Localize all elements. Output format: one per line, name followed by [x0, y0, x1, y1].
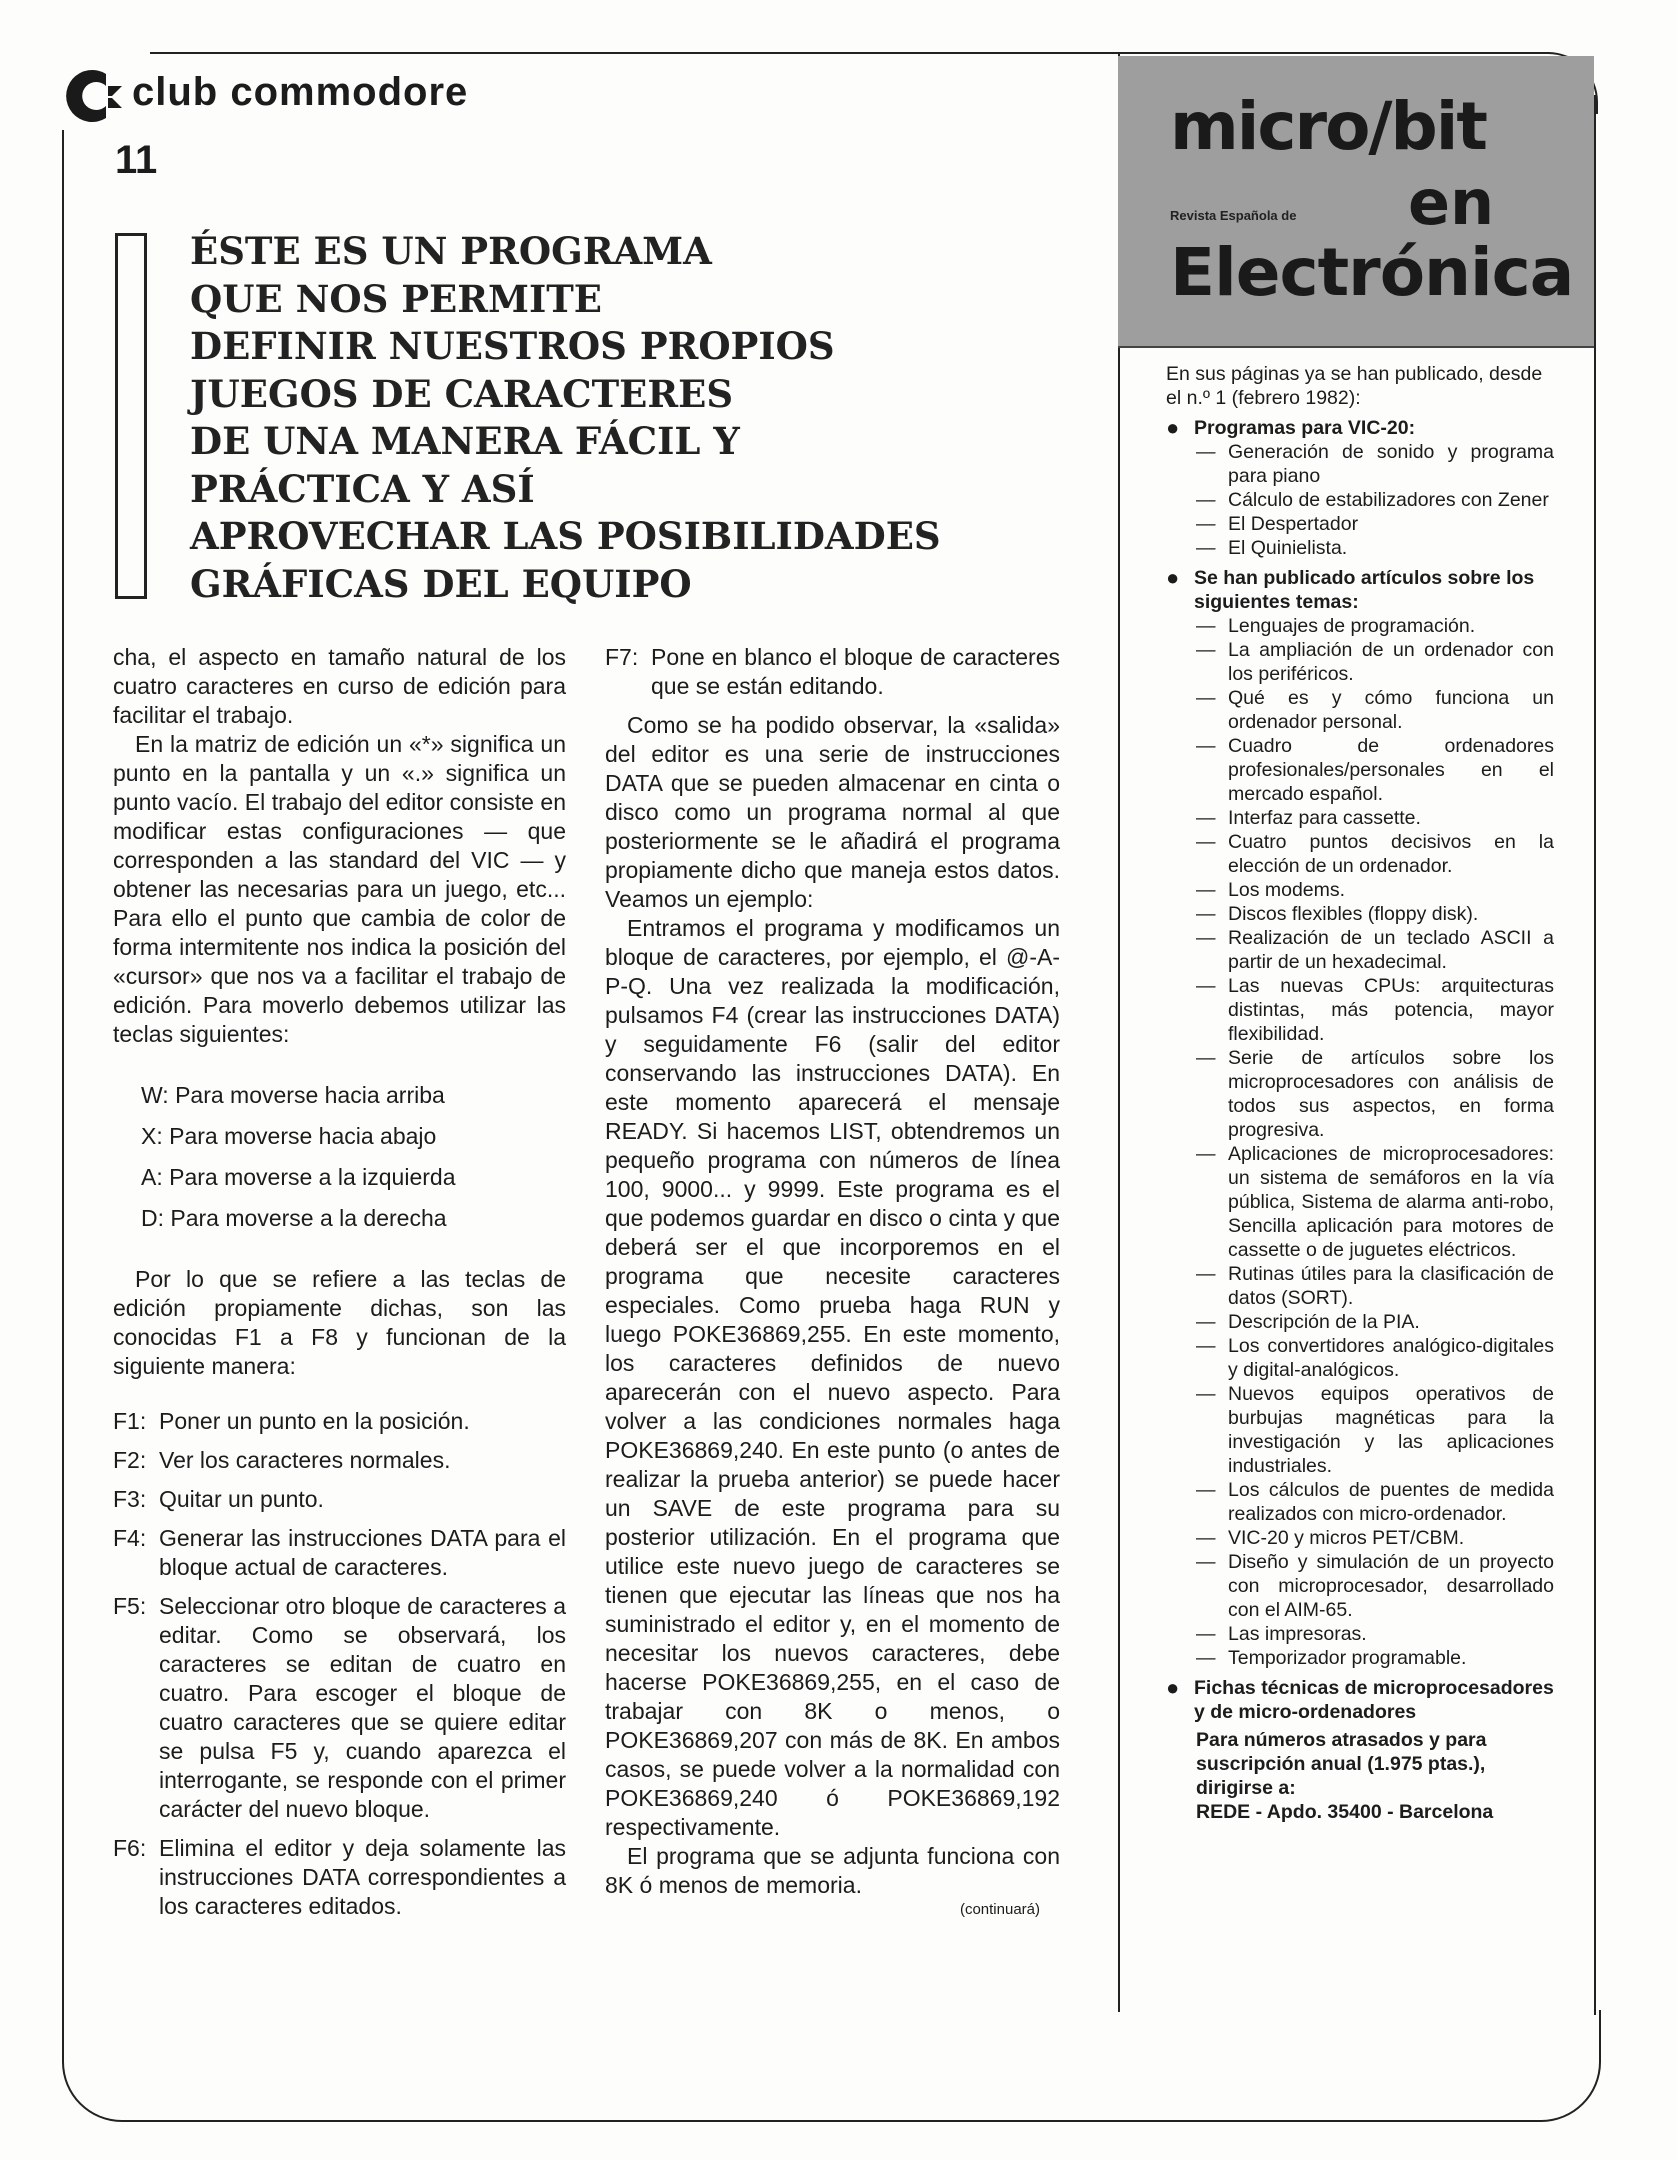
headline-bar — [115, 233, 147, 599]
magazine-en: en — [1408, 166, 1495, 239]
function-key-item — [113, 1446, 566, 1475]
list-item-text: Nuevos equipos operativos de burbujas magnéticas para la investigación y las aplicaciones industriales. — [1228, 1383, 1554, 1477]
list-item: — Cuadro de ordenadores profesionales/personales en el mercado español. — [1196, 735, 1554, 805]
function-key-item — [113, 1485, 566, 1514]
headline — [190, 228, 1090, 608]
list-item-text: Lenguajes de programación. — [1228, 615, 1476, 637]
page-frame-top — [150, 52, 1550, 54]
article-paragraph: Por lo que se refiere a las teclas de edición propiamente dichas, son las conocidas F1 a F8 y funcionan de la siguiente manera: — [113, 1266, 566, 1379]
sidebar-section-heading — [1166, 1676, 1554, 1724]
subscription-address: REDE - Apdo. 35400 - Barcelona — [1196, 1801, 1494, 1823]
list-item-text: Los modems. — [1228, 879, 1346, 901]
list-item-text: El Quinielista. — [1228, 537, 1348, 559]
headline-line: DEFINIR NUESTROS PROPIOS — [190, 324, 835, 368]
headline-line: PRÁCTICA Y ASÍ — [190, 466, 535, 511]
list-item-text: Qué es y cómo funciona un ordenador personal. — [1228, 687, 1554, 733]
list-item: — Las nuevas CPUs: arquitecturas distintas, más potencia, mayor flexibilidad. — [1196, 975, 1554, 1045]
list-item: — Temporizador programable. — [1196, 1646, 1554, 1670]
list-item-text: Generación de sonido y programa para piano — [1228, 441, 1554, 487]
list-item: — Serie de artículos sobre los microprocesadores con análisis de todos sus aspectos, en forma progresiva. — [1196, 1047, 1554, 1141]
list-item: — Nuevos equipos operativos de burbujas magnéticas para la investigación y las aplicaciones industriales. — [1196, 1383, 1554, 1477]
list-item: — Realización de un teclado ASCII a partir de un hexadecimal. — [1196, 927, 1554, 973]
headline-line: APROVECHAR LAS POSIBILIDADES — [190, 514, 941, 558]
list-item: — Interfaz para cassette. — [1196, 806, 1554, 830]
list-item-text: VIC-20 y micros PET/CBM. — [1228, 1527, 1465, 1549]
sidebar-section-heading — [1166, 566, 1554, 614]
article-column-1 — [113, 643, 566, 1931]
list-item-text: Cuatro puntos decisivos en la elección de un ordenador. — [1228, 831, 1554, 877]
function-key-item — [113, 1407, 566, 1436]
list-item: — Lenguajes de programación. — [1196, 614, 1554, 638]
list-item-text: Descripción de la PIA. — [1228, 1311, 1420, 1333]
function-key-item — [605, 643, 1060, 701]
function-key-item — [113, 1592, 566, 1824]
function-key-label: F6: — [113, 1835, 147, 1861]
key-item: X: Para moverse hacia abajo — [141, 1123, 437, 1149]
headline-line: QUE NOS PERMITE — [190, 276, 603, 321]
magazine-subtitle: Revista Española de — [1170, 208, 1297, 223]
function-key-item — [113, 1834, 566, 1921]
function-key-label: F1: — [113, 1408, 147, 1434]
article-paragraph: En la matriz de edición un «*» significa un punto en la pantalla y un «.» significa un punto vacío. El trabajo del editor consiste en modificar estas configuraciones — que corresponden a las standard del VIC — y obtener las necesarias para un juego, etc... Para ello el punto que cambia de color de forma intermitente nos indica la posición del «cursor» que nos va a facilitar el trabajo de edición. Para moverlo debemos utilizar las teclas siguientes: — [113, 731, 566, 1047]
list-item: — Cálculo de estabilizadores con Zener — [1196, 488, 1554, 512]
function-key-description: Poner un punto en la posición. — [159, 1408, 470, 1434]
list-item-text: Las impresoras. — [1228, 1623, 1367, 1645]
list-item: — Los convertidores analógico-digitales y digital-analógicos. — [1196, 1335, 1554, 1381]
list-item-text: Cálculo de estabilizadores con Zener — [1228, 489, 1549, 511]
list-item-text: Los cálculos de puentes de medida realizados con micro-ordenador. — [1228, 1479, 1554, 1525]
list-item: — Los modems. — [1196, 878, 1554, 902]
commodore-logo-icon — [62, 64, 126, 128]
headline-line: DE UNA MANERA FÁCIL Y — [190, 419, 740, 463]
list-item: — La ampliación de un ordenador con los periféricos. — [1196, 639, 1554, 685]
section-title: club commodore — [132, 70, 469, 114]
article-paragraph: Entramos el programa y modificamos un bloque de caracteres, por ejemplo, el @-A-P-Q. Una vez realizada la modificación, pulsamos F4 (crear las instrucciones DATA) y seguidamente F6 (salir del editor conservando las instrucciones DATA). En este momento aparecerá el mensaje READY. Si hacemos LIST, obtendremos un pequeño programa con números de línea 100, 9000... y 9999. Este programa es el que podemos guardar en disco o cinta y que deberá ser el que incorporemos en el programa que necesite caracteres especiales. Como prueba haga RUN y luego POKE36869,255. En este momento, los caracteres definidos de nuevo aparecerán con el nuevo aspecto. Para volver a las condiciones normales haga POKE36869,240. En este punto (o antes de realizar la prueba anterior) se puede hacer un SAVE de este programa para su posterior utilización. En el programa que utilice este nuevo juego de caracteres se tienen que ejecutar las líneas que nos ha suministrado el editor y, en el momento de necesitar los nuevos caracteres, debe hacerse POKE36869,255, en el caso de trabajar con 8K o menos, o POKE36869,207 con más de 8K. En ambos casos, se puede volver a la normalidad con POKE36869,240 ó POKE36869,192 respectivamente. — [605, 915, 1060, 1840]
list-item: — VIC-20 y micros PET/CBM. — [1196, 1526, 1554, 1550]
list-item-text: Diseño y simulación de un proyecto con microprocesador, desarrollado con el AIM-65. — [1228, 1551, 1554, 1621]
sidebar-item-list — [1166, 440, 1554, 560]
list-item-text: Rutinas útiles para la clasificación de datos (SORT). — [1228, 1263, 1554, 1309]
continued-note: (continuará) — [959, 1901, 1040, 1918]
page-frame-left — [62, 130, 64, 2010]
function-key-label: F5: — [113, 1593, 147, 1619]
article-paragraph: El programa que se adjunta funciona con 8K ó menos de memoria. — [605, 1843, 1060, 1898]
sidebar-section-title: Programas para VIC-20: — [1194, 417, 1416, 439]
list-item-text: Las nuevas CPUs: arquitecturas distintas, más potencia, mayor flexibilidad. — [1228, 975, 1554, 1045]
function-key-description: Elimina el editor y deja solamente las instrucciones DATA correspondientes a los caracteres editados. — [159, 1835, 566, 1919]
list-item-text: Temporizador programable. — [1228, 1647, 1467, 1669]
list-item-text: El Despertador — [1228, 513, 1359, 535]
function-key-label: F2: — [113, 1447, 147, 1473]
list-item-text: Aplicaciones de microprocesadores: un sistema de semáforos en la vía pública, Sistema de alarma anti-robo, Sencilla aplicación para motores de cassette o de juguetes eléctricos. — [1228, 1143, 1554, 1261]
list-item: — Los cálculos de puentes de medida realizados con micro-ordenador. — [1196, 1479, 1554, 1525]
list-item: — Diseño y simulación de un proyecto con microprocesador, desarrollado con el AIM-65. — [1196, 1551, 1554, 1621]
magazine-ad-sidebar — [1166, 362, 1554, 1824]
list-item-text: Discos flexibles (floppy disk). — [1228, 903, 1479, 925]
function-key-label: F7: — [605, 644, 639, 670]
list-item-text: La ampliación de un ordenador con los periféricos. — [1228, 639, 1554, 685]
subscription-text: dirigirse a: — [1196, 1777, 1296, 1799]
list-item: — Generación de sonido y programa para piano — [1196, 441, 1554, 487]
key-item: W: Para moverse hacia arriba — [141, 1082, 445, 1108]
list-item: — Descripción de la PIA. — [1196, 1310, 1554, 1334]
list-item: — Discos flexibles (floppy disk). — [1196, 902, 1554, 926]
list-item: — El Quinielista. — [1196, 536, 1554, 560]
key-item: D: Para moverse a la derecha — [141, 1205, 447, 1231]
function-key-item — [113, 1524, 566, 1582]
function-key-description: Pone en blanco el bloque de caracteres que se están editando. — [651, 644, 1060, 699]
sidebar-section-title: Se han publicado artículos sobre los siguientes temas: — [1194, 567, 1535, 613]
sidebar-section-title: Fichas técnicas de microprocesadores y de micro-ordenadores — [1194, 1677, 1554, 1723]
headline-line: ÉSTE ES UN PROGRAMA — [190, 229, 712, 273]
article-paragraph: Como se ha podido observar, la «salida» del editor es una serie de instrucciones DATA que se pueden almacenar en cinta o disco como un programa normal al que posteriormente se le añadirá el programa propiamente dicho que maneja estos datos. Veamos un ejemplo: — [605, 712, 1060, 912]
function-key-label: F3: — [113, 1486, 147, 1512]
list-item-text: Cuadro de ordenadores profesionales/personales en el mercado español. — [1228, 735, 1554, 805]
key-item: A: Para moverse a la izquierda — [141, 1164, 456, 1190]
magazine-title: micro/bit — [1170, 88, 1486, 165]
list-item: — Las impresoras. — [1196, 1622, 1554, 1646]
list-item-text: Interfaz para cassette. — [1228, 807, 1421, 829]
list-item-text: Los convertidores analógico-digitales y digital-analógicos. — [1228, 1335, 1554, 1381]
key-list — [113, 1075, 566, 1239]
function-key-list — [113, 1407, 566, 1921]
page-frame-bottom — [62, 2010, 1601, 2122]
function-key-description: Generar las instrucciones DATA para el bloque actual de caracteres. — [159, 1525, 566, 1580]
function-key-description: Ver los caracteres normales. — [159, 1447, 451, 1473]
bullet-icon: ● — [1166, 565, 1180, 590]
list-item: — Rutinas útiles para la clasificación de datos (SORT). — [1196, 1263, 1554, 1309]
bullet-icon: ● — [1166, 415, 1180, 440]
bullet-icon: ● — [1166, 1675, 1180, 1700]
page-frame-right — [1594, 95, 1596, 2015]
article-paragraph: cha, el aspecto en tamaño natural de los cuatro caracteres en curso de edición para facilitar el trabajo. — [113, 644, 566, 728]
list-item: — Cuatro puntos decisivos en la elección de un ordenador. — [1196, 831, 1554, 877]
function-key-description: Quitar un punto. — [159, 1486, 324, 1512]
sidebar-section-heading — [1166, 416, 1554, 440]
function-key-label: F4: — [113, 1525, 147, 1551]
subscription-text: Para números atrasados y para suscripción anual (1.975 ptas.), — [1196, 1729, 1487, 1775]
list-item-text: Serie de artículos sobre los microprocesadores con análisis de todos sus aspectos, en forma progresiva. — [1228, 1047, 1554, 1141]
list-item: — Qué es y cómo funciona un ordenador personal. — [1196, 687, 1554, 733]
headline-line: JUEGOS DE CARACTERES — [190, 371, 734, 416]
function-key-description: Seleccionar otro bloque de caracteres a editar. Como se observará, los caracteres se editan de cuatro en cuatro. Para escoger el bloque de cuatro caracteres que se quiere editar se pulsa F5 y, cuando aparezca el interrogante, se responde con el primer carácter del nuevo bloque. — [159, 1593, 566, 1822]
magazine-electronica: Electrónica — [1170, 234, 1574, 311]
headline-line: GRÁFICAS DEL EQUIPO — [190, 561, 692, 606]
sidebar-intro: En sus páginas ya se han publicado, desde el n.º 1 (febrero 1982): — [1166, 363, 1543, 409]
list-item-text: Realización de un teclado ASCII a partir de un hexadecimal. — [1228, 927, 1554, 973]
list-item: — El Despertador — [1196, 512, 1554, 536]
list-item: — Aplicaciones de microprocesadores: un sistema de semáforos en la vía pública, Sistema de alarma anti-robo, Sencilla aplicación para motores de cassette o de juguetes eléctricos. — [1196, 1143, 1554, 1261]
article-column-2 — [605, 643, 1060, 1920]
subscription-info — [1166, 1728, 1554, 1824]
page-number: 11 — [115, 138, 158, 182]
sidebar-item-list — [1166, 614, 1554, 1670]
magazine-ad-header — [1118, 56, 1594, 348]
